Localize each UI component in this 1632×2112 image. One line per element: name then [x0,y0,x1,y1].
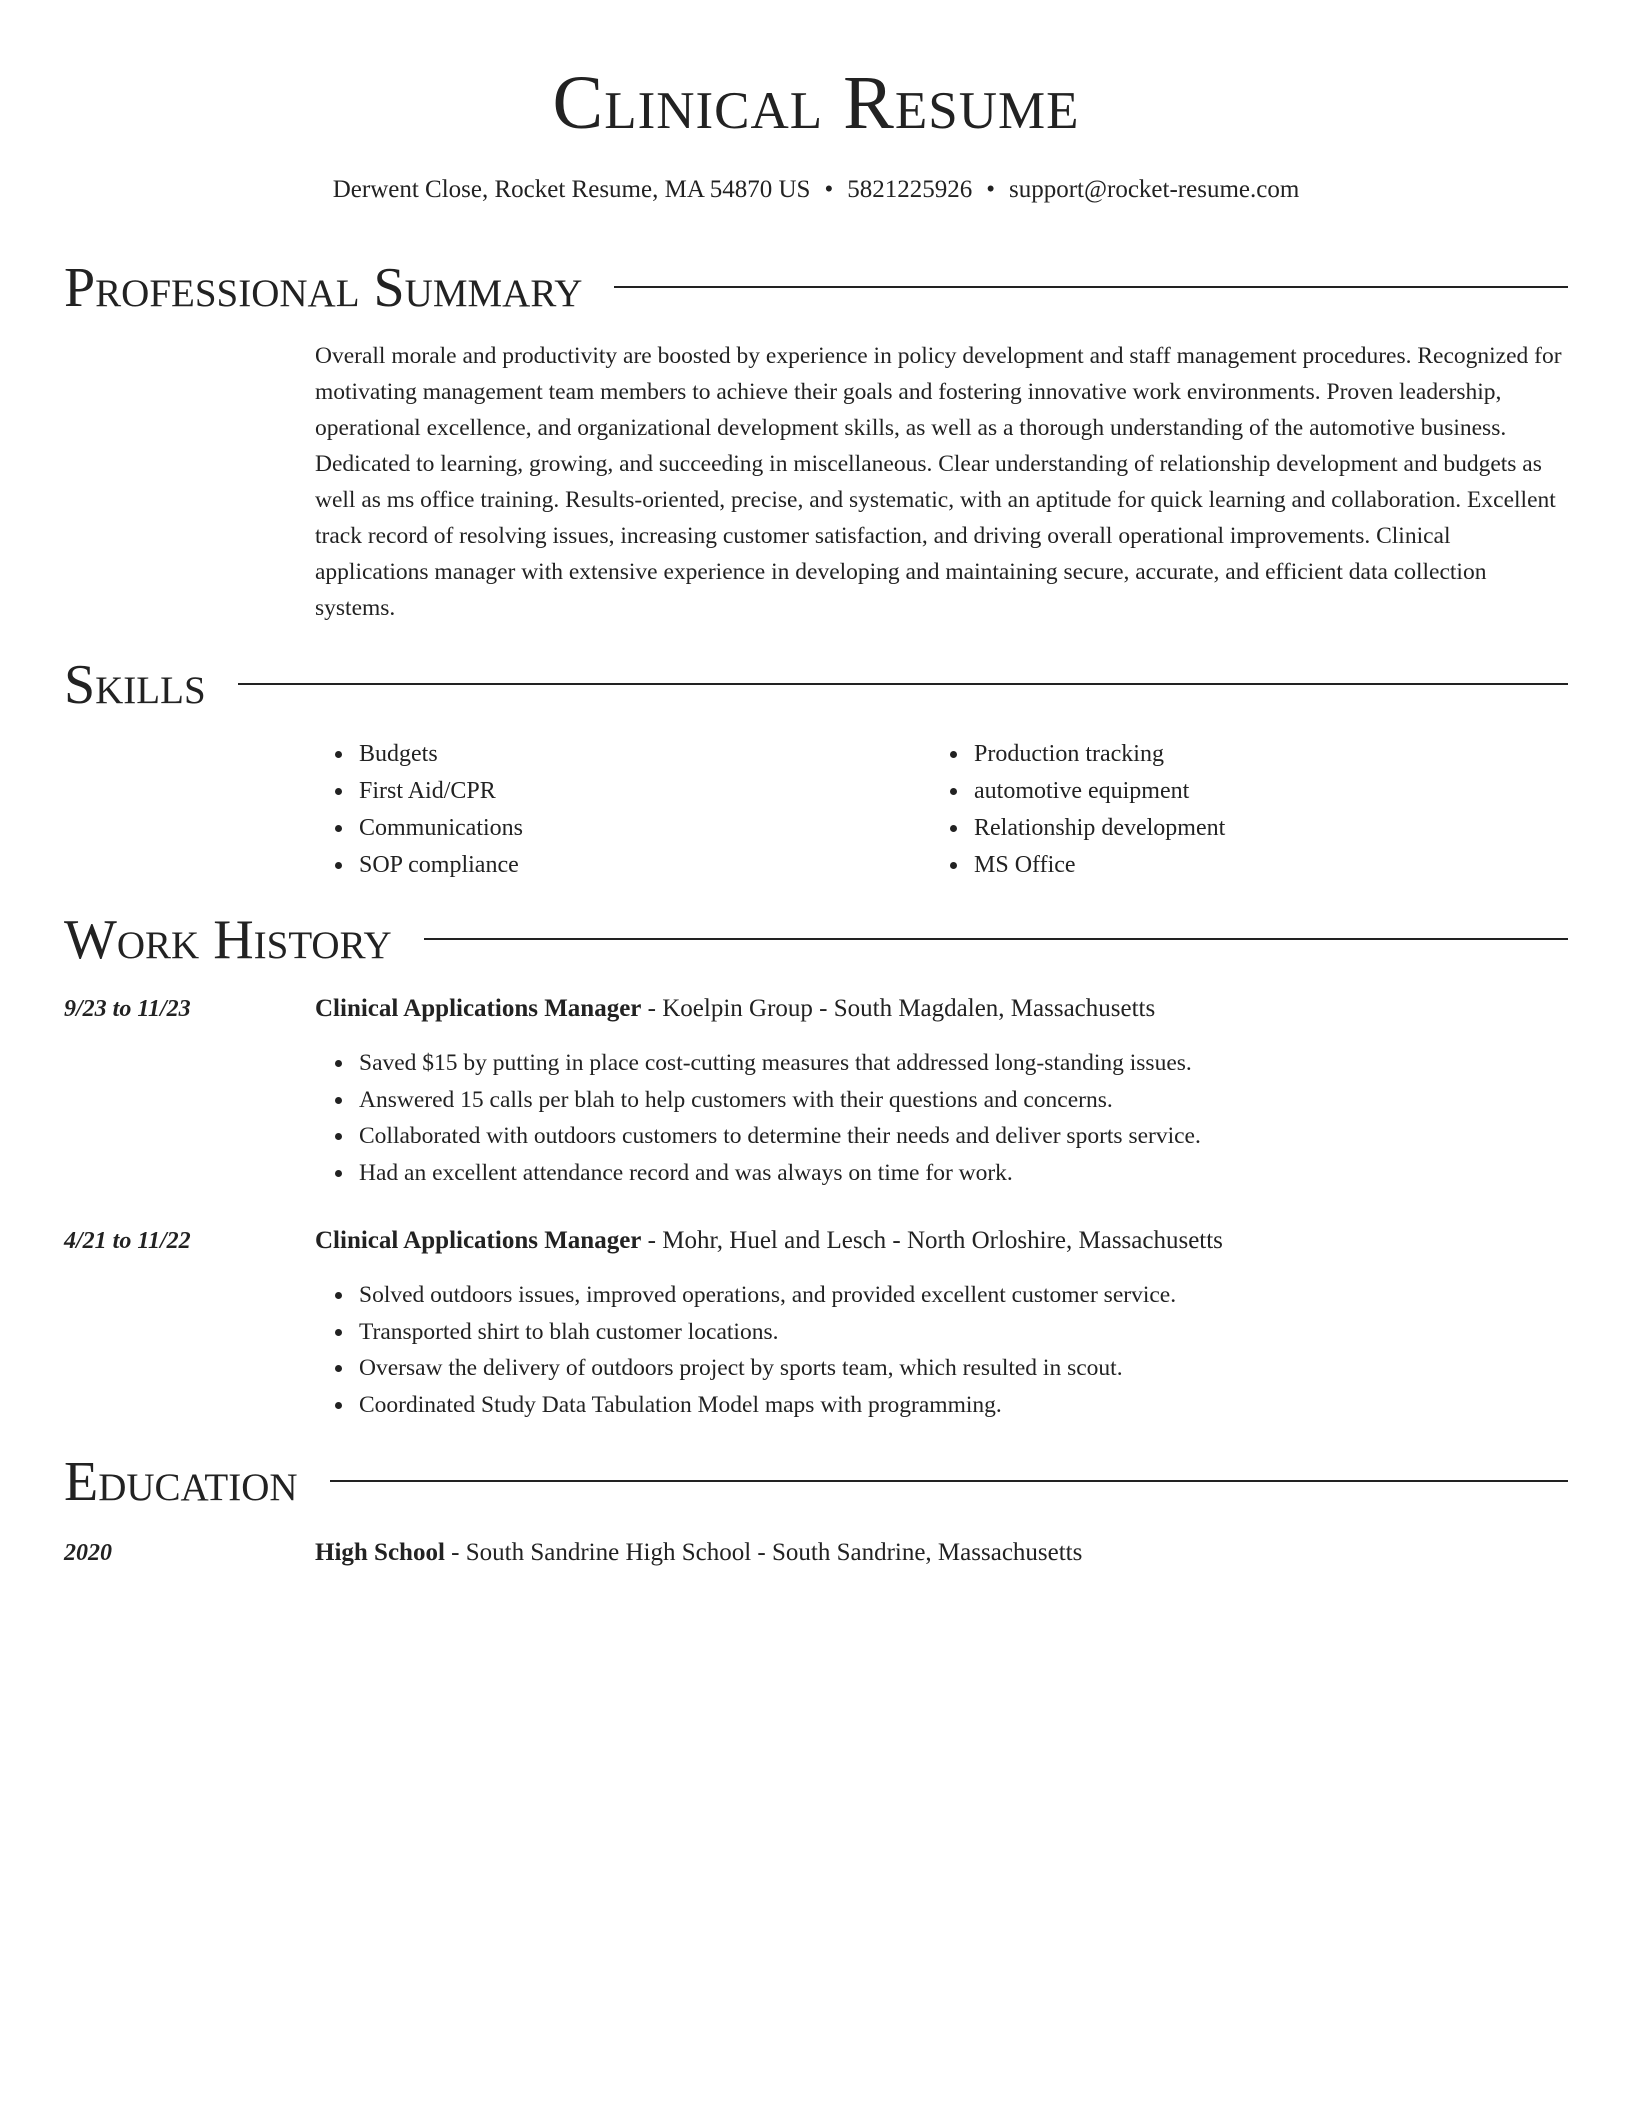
section-divider [424,938,1568,940]
job-bullet: Oversaw the delivery of outdoors project by sports team, which resulted in scout. [315,1350,1568,1387]
section-divider [238,683,1568,685]
skills-section-header [64,653,1568,717]
resume-title: Clinical Resume [552,61,1080,145]
skills-heading: Skills [64,654,206,716]
job-bullets [315,1277,1568,1424]
skill-item: Communications [315,810,915,847]
job-details: - Koelpin Group - South Magdalen, Massachusetts [641,995,1156,1022]
job-dates: 9/23 to 11/23 [64,996,191,1022]
job-heading [315,1225,1223,1257]
skill-item: SOP compliance [315,847,915,884]
section-divider [330,1480,1568,1482]
education-degree: High School [315,1539,445,1566]
job-bullet: Saved $15 by putting in place cost-cutting measures that addressed long-standing issues. [315,1045,1568,1082]
skill-item: Production tracking [930,736,1530,773]
education-entry [315,1537,1082,1569]
skill-item: MS Office [930,847,1530,884]
summary-text: Overall morale and productivity are boosted by experience in policy development and staff management procedures. Recognized for motivating management team members to achieve their goals and fostering innovative work environments. Proven leadership, operational excellence, and organizational development skills, as well as a thorough understanding of the automotive business. Dedicated to learning, growing, and succeeding in miscellaneous. Clear understanding of relationship development and budgets as well as ms office training. Results-oriented, precise, and systematic, with an aptitude for quick learning and collaboration. Excellent track record of resolving issues, increasing customer satisfaction, and driving overall operational improvements. Clinical applications manager with extensive experience in developing and maintaining secure, accurate, and efficient data collection systems. [315,343,1562,621]
job-details: - Mohr, Huel and Lesch - North Orloshire, Massachusetts [641,1227,1223,1254]
contact-email: support@rocket-resume.com [1008,176,1300,203]
skills-list-left [315,736,915,884]
summary-heading: Professional Summary [64,257,583,319]
education-details: - South Sandrine High School - South Sandrine, Massachusetts [444,1539,1083,1566]
job-title: Clinical Applications Manager [315,995,642,1022]
work-section-header [64,908,1568,972]
work-heading: Work History [64,909,392,971]
education-year: 2020 [64,1540,112,1566]
contact-separator: • [986,176,995,203]
job-bullet: Answered 15 calls per blah to help customers with their questions and concerns. [315,1082,1568,1119]
skill-item: Budgets [315,736,915,773]
contact-address: Derwent Close, Rocket Resume, MA 54870 US [332,176,811,203]
job-heading [315,993,1155,1025]
job-dates: 4/21 to 11/22 [64,1228,191,1254]
education-section-header [64,1450,1568,1514]
skill-item: automotive equipment [930,773,1530,810]
job-bullet: Solved outdoors issues, improved operations, and provided excellent customer service. [315,1277,1568,1314]
job-title: Clinical Applications Manager [315,1227,642,1254]
contact-phone: 5821225926 [847,176,973,203]
job-bullet: Transported shirt to blah customer locations. [315,1314,1568,1351]
skills-list-right [930,736,1530,884]
contact-separator: • [824,176,834,203]
summary-section-header [64,256,1568,320]
job-bullet: Coordinated Study Data Tabulation Model maps with programming. [315,1387,1568,1424]
section-divider [614,286,1568,288]
education-heading: Education [64,1451,298,1513]
job-bullets [315,1045,1568,1192]
job-bullet: Collaborated with outdoors customers to determine their needs and deliver sports service. [315,1118,1568,1155]
job-bullet: Had an excellent attendance record and was always on time for work. [315,1155,1568,1192]
skill-item: First Aid/CPR [315,773,915,810]
contact-line [64,174,1568,206]
skill-item: Relationship development [930,810,1530,847]
